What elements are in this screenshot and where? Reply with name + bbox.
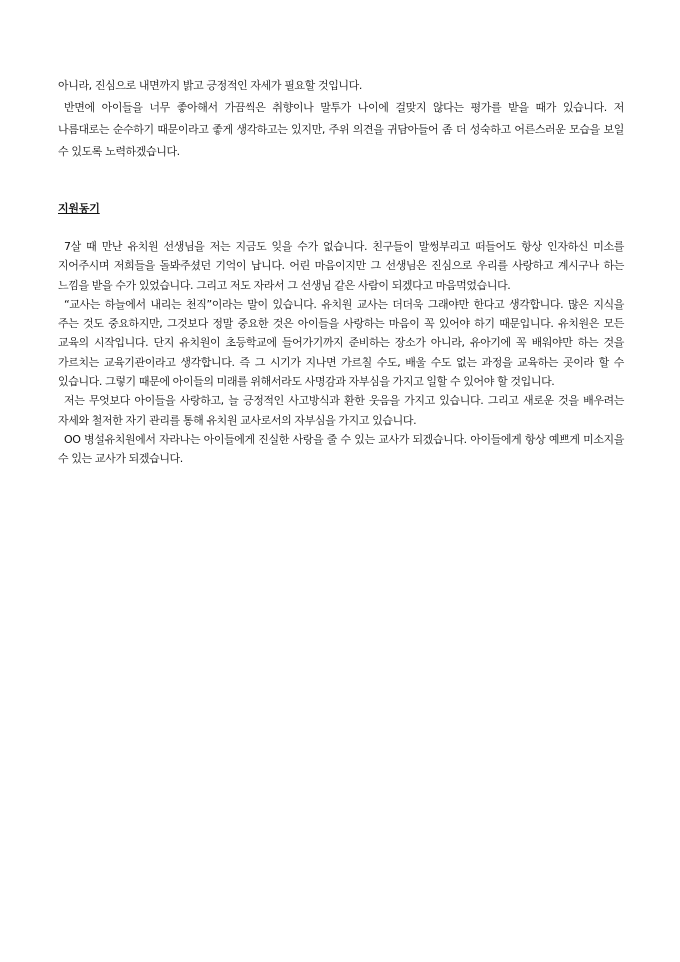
- motivation-paragraph: 7살 때 만난 유치원 선생님을 저는 지금도 잊을 수가 없습니다. 친구들이 말썽부리고 떠들어도 항상 인자하신 미소를 지어주시며 저희들을 돌봐주셨던 기억이 납니다. 어린 마음이지만 그 선생님은 진심으로 우리를 사랑하고 계시구나 하는 느낌을 받을 수가 있었습니다. 그리고 저도 자라서 그 선생님 같은 사람이 되겠다고 마음먹었습니다.: [58, 240, 624, 292]
- intro-paragraph: 아니라, 진심으로 내면까지 밝고 긍정적인 자세가 필요할 것입니다.: [58, 79, 362, 92]
- intro-paragraph: 반면에 아이들을 너무 좋아해서 가끔씩은 취향이나 말투가 나이에 걸맞지 않다는 평가를 받을 때가 있습니다. 저 나름대로는 순수하기 때문이라고 좋게 생각하고는 있지만, 주위 의견을 귀담아들어 좀 더 성숙하고 어른스러운 모습을 보일 수 있도록 노력하겠습니다.: [58, 101, 624, 158]
- intro-section: [58, 75, 624, 163]
- motivation-paragraph: OO 병설유치원에서 자라나는 아이들에게 진실한 사랑을 줄 수 있는 교사가 되겠습니다. 아이들에게 항상 예쁘게 미소지을 수 있는 교사가 되겠습니다.: [58, 432, 624, 466]
- document-body: [58, 75, 624, 469]
- motivation-paragraph: 저는 무엇보다 아이들을 사랑하고, 늘 긍정적인 사고방식과 환한 웃음을 가지고 있습니다. 그리고 새로운 것을 배우려는 자세와 철저한 자기 관리를 통해 유치원 교사로서의 자부심을 가지고 있습니다.: [58, 394, 624, 427]
- section-heading-motivation: 지원동기: [58, 202, 100, 215]
- motivation-section: [58, 237, 624, 469]
- motivation-paragraph: “교사는 하늘에서 내리는 천직”이라는 말이 있습니다. 유치원 교사는 더더욱 그래야만 한다고 생각합니다. 많은 지식을 주는 것도 중요하지만, 그것보다 정말 중요한 것은 아이들을 사랑하는 마음이 꼭 있어야 하기 때문입니다. 유치원은 모든 교육의 시작입니다. 단지 유치원이 초등학교에 들어가기까지 준비하는 장소가 아니라, 유아기에 꼭 배워야만 하는 것을 가르치는 교육기관이라고 생각합니다. 즉 그 시기가 지나면 가르칠 수도, 배울 수도 없는 과정을 교육하는 곳이라 할 수 있습니다. 그렇기 때문에 아이들의 미래를 위해서라도 사명감과 자부심을 가지고 일할 수 있어야 할 것입니다.: [58, 297, 624, 389]
